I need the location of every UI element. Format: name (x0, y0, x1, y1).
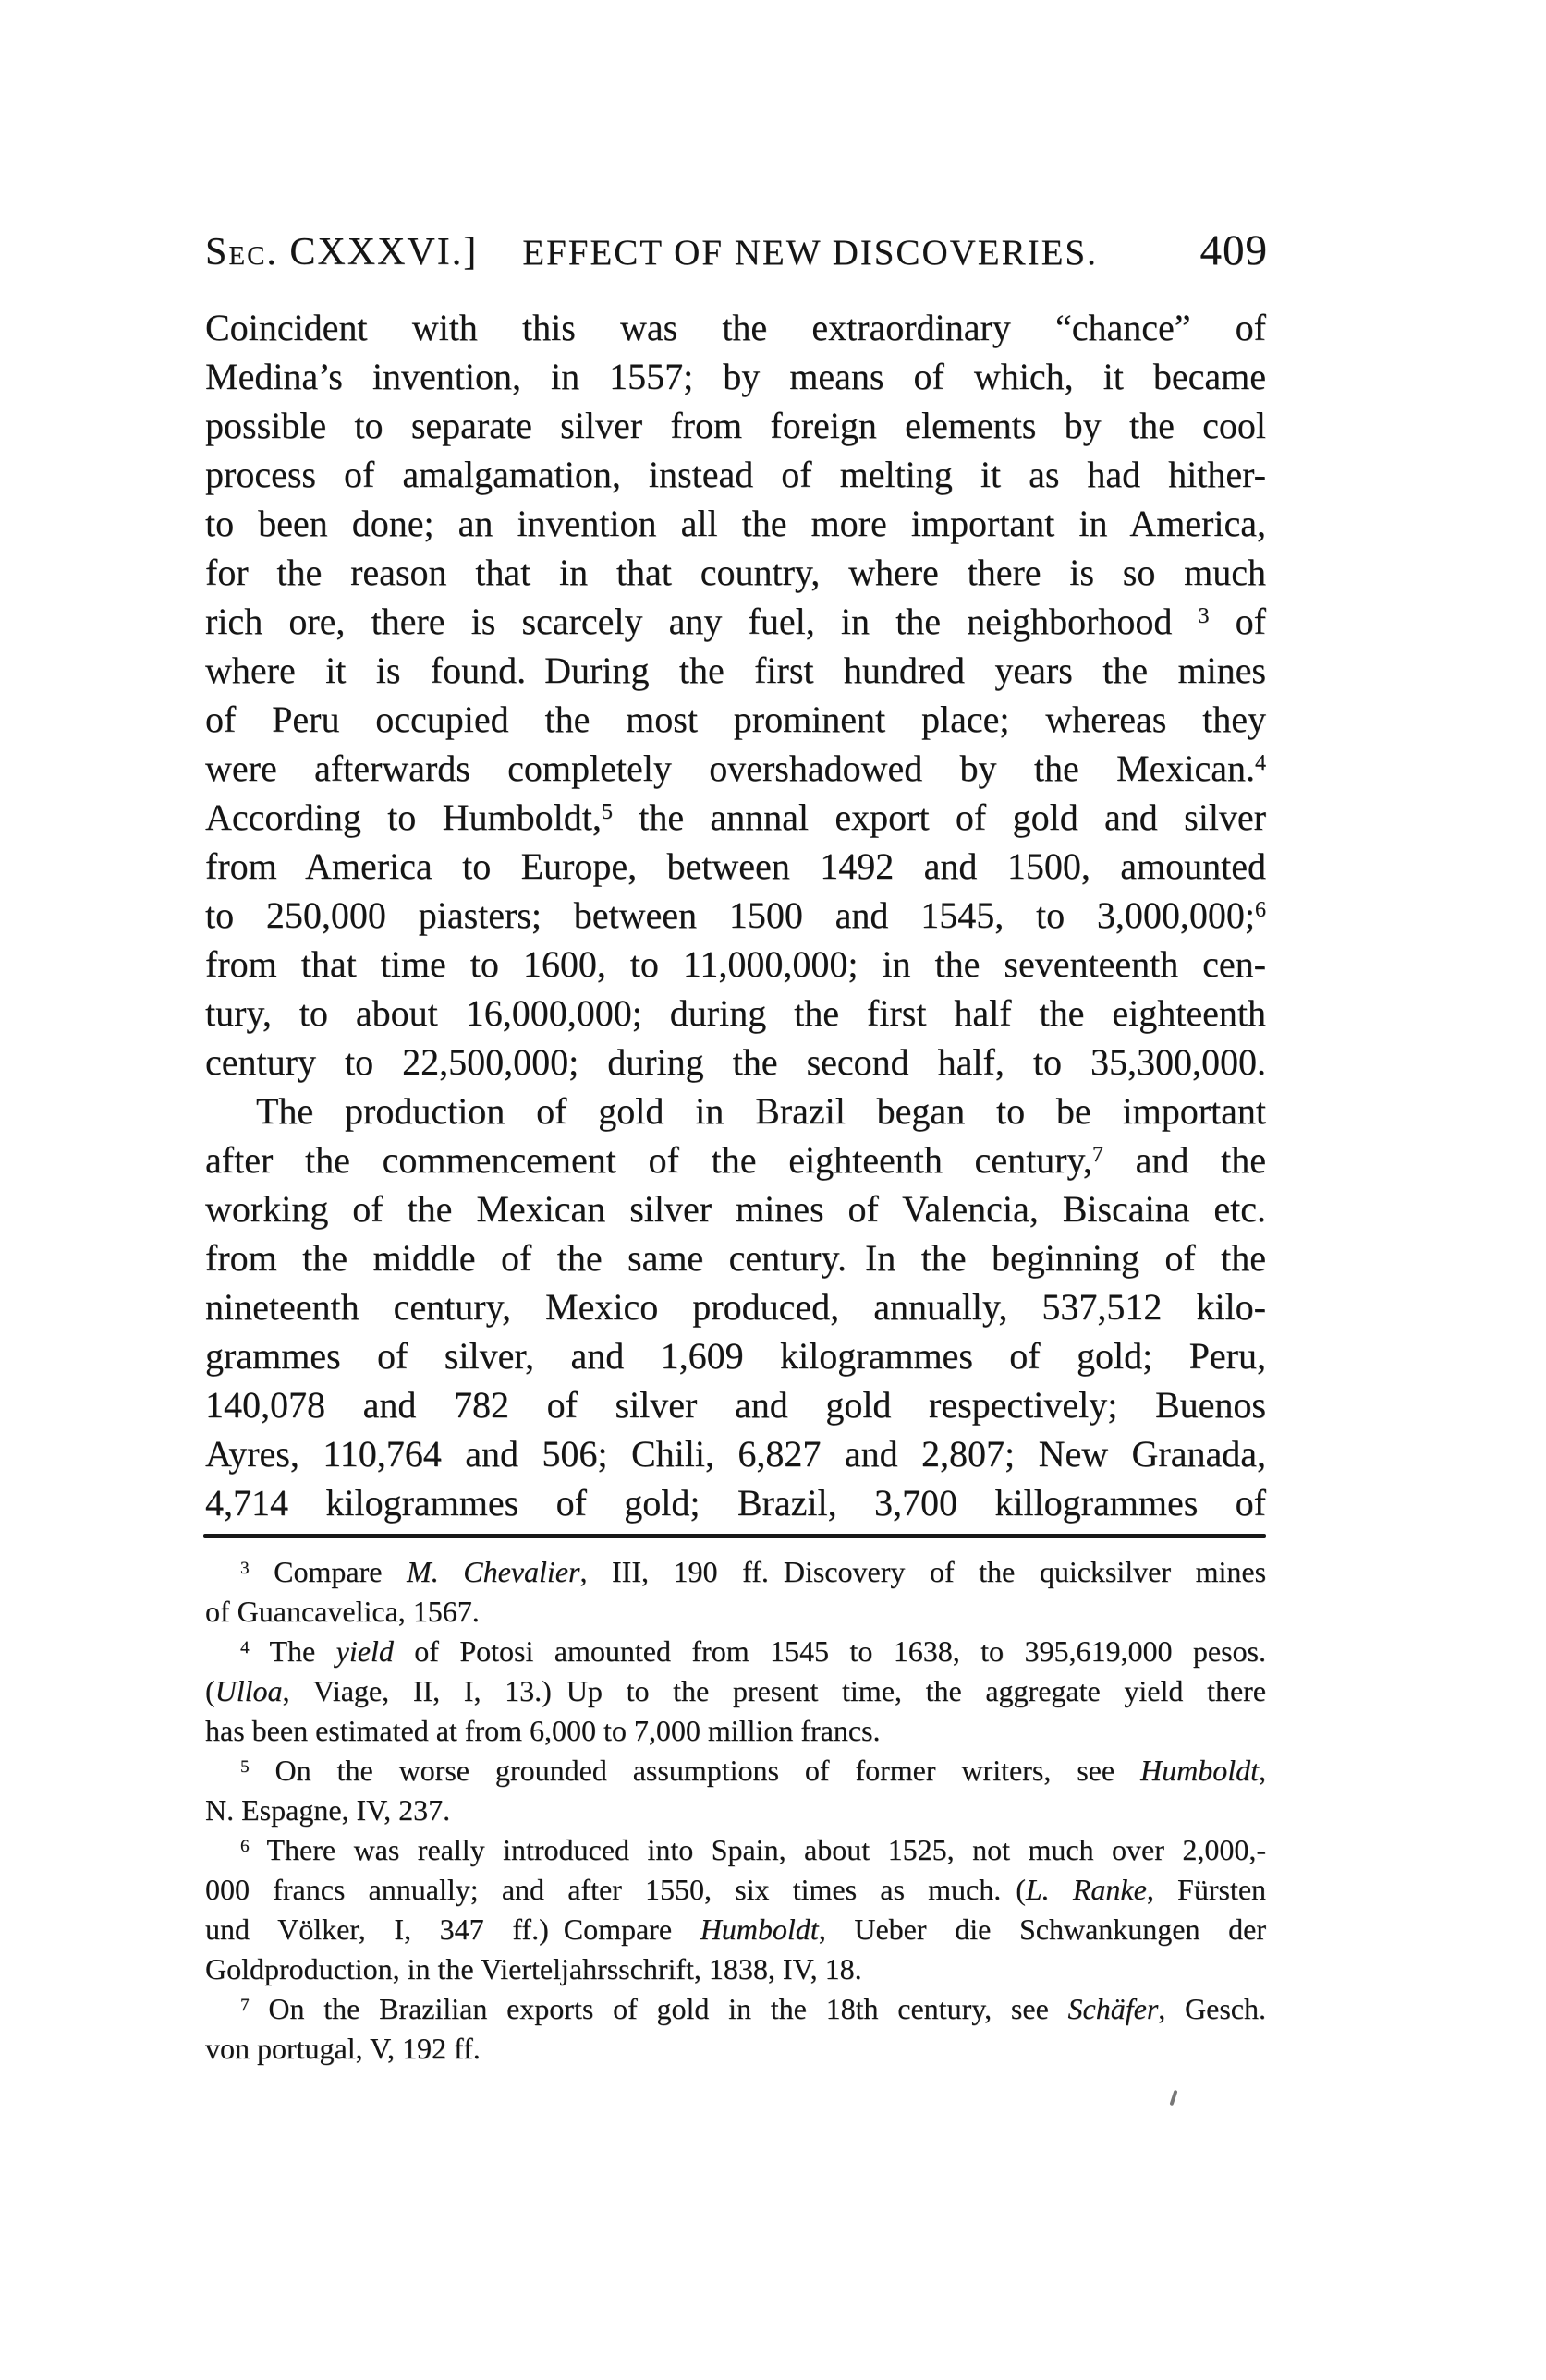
italic-citation: L. Ranke (1025, 1873, 1147, 1906)
body-line: of Peru occupied the most prominent place; whereas they (205, 698, 1266, 740)
footnote-rule (203, 1534, 1266, 1538)
italic-citation: Humboldt (1140, 1754, 1259, 1787)
body-line: from the middle of the same century. In the beginning of the (205, 1237, 1266, 1279)
scan-artifact-mark (1169, 2090, 1177, 2106)
body-line: Medina’s invention, in 1557; by means of which, it became (205, 356, 1266, 397)
body-line: for the reason that in that country, where there is so much (205, 552, 1266, 593)
body-line: nineteenth century, Mexico produced, annually, 537,512 kilo- (205, 1286, 1266, 1328)
body-line: century to 22,500,000; during the second half, to 35,300,000. (205, 1041, 1266, 1083)
body-line: The production of gold in Brazil began to be important (256, 1090, 1266, 1132)
footnote-line: 000 francs annually; and after 1550, six times as much. (L. Ranke, Fürsten (205, 1873, 1267, 1906)
superscript-marker: 3 (240, 1558, 250, 1578)
body-text (205, 303, 1266, 1527)
body-line: grammes of silver, and 1,609 kilogrammes of gold; Peru, (205, 1335, 1266, 1377)
footnote-line: has been estimated at from 6,000 to 7,000 million francs. (205, 1714, 881, 1747)
superscript-marker: 4 (1255, 751, 1266, 776)
body-line: after the commencement of the eighteenth century,$^7$ and the (205, 1139, 1266, 1181)
page-header (205, 225, 1268, 275)
footnote-line: $^5$ On the worse grounded assumptions of former writers, see Humboldt, (240, 1754, 1266, 1787)
superscript-marker: 3 (1198, 604, 1210, 629)
body-line: Ayres, 110,764 and 506; Chili, 6,827 and 2,807; New Granada, (205, 1433, 1266, 1475)
footnote-line: $^7$ On the Brazilian exports of gold in the 18th century, see Schäfer, Gesch. (240, 1992, 1267, 2025)
footnote-line: $^3$ Compare M. Chevalier, III, 190 ff. Discovery of the quicksilver mines (240, 1555, 1267, 1588)
italic-citation: yield (335, 1634, 394, 1668)
body-line: where it is found. During the first hundred years the mines (205, 650, 1266, 691)
body-line: Coincident with this was the extraordinary “chance” of (205, 307, 1266, 348)
body-line: 140,078 and 782 of silver and gold respectively; Buenos (205, 1384, 1266, 1426)
footnote-line: Goldproduction, in the Vierteljahrsschrift, 1838, IV, 18. (205, 1952, 862, 1985)
footnote-line: N. Espagne, IV, 237. (205, 1793, 451, 1827)
body-line: According to Humboldt,$^5$ the annnal export of gold and silver (205, 796, 1266, 838)
italic-citation: Schäfer (1067, 1992, 1159, 2025)
section-label: Sec. CXXXVI.] (205, 231, 479, 273)
body-line: to been done; an invention all the more important in America, (205, 503, 1266, 544)
italic-citation: Ulloa (214, 1674, 283, 1707)
superscript-marker: 7 (240, 1995, 250, 2015)
superscript-marker: 6 (1255, 898, 1266, 923)
superscript-marker: 5 (601, 800, 613, 825)
superscript-marker: 7 (1091, 1143, 1103, 1168)
footnotes (205, 1552, 1266, 2069)
body-line: tury, to about 16,000,000; during the first half the eighteenth (205, 992, 1266, 1034)
body-line: process of amalgamation, instead of melting it as had hither- (205, 454, 1266, 495)
footnote-line: (Ulloa, Viage, II, I, 13.) Up to the present time, the aggregate yield there (205, 1674, 1266, 1707)
footnote-line: und Völker, I, 347 ff.) Compare Humboldt, Ueber die Schwankungen der (205, 1912, 1267, 1946)
italic-citation: M. Chevalier (407, 1555, 580, 1588)
footnote-line: of Guancavelica, 1567. (205, 1595, 480, 1628)
superscript-marker: 5 (240, 1756, 250, 1777)
body-line: working of the Mexican silver mines of Valencia, Biscaina etc. (205, 1188, 1266, 1230)
footnote-line: $^4$ The yield of Potosi amounted from 1545 to 1638, to 395,619,000 pesos. (240, 1634, 1267, 1668)
page-number: 409 (1199, 226, 1268, 274)
body-line: rich ore, there is scarcely any fuel, in the neighborhood $^3$ of (205, 601, 1266, 642)
footnote-line: von portugal, V, 192 ff. (205, 2032, 481, 2065)
page-title: EFFECT OF NEW DISCOVERIES. (522, 233, 1098, 273)
body-line: from that time to 1600, to 11,000,000; in the seventeenth cen- (205, 943, 1266, 985)
italic-citation: Humboldt (700, 1912, 819, 1946)
superscript-marker: 4 (240, 1637, 250, 1658)
body-line: to 250,000 piasters; between 1500 and 1545, to 3,000,000;$^6$ (205, 894, 1266, 936)
body-line: 4,714 kilogrammes of gold; Brazil, 3,700 killogrammes of (205, 1482, 1266, 1524)
superscript-marker: 6 (240, 1836, 250, 1856)
body-line: were afterwards completely overshadowed by the Mexican.$^4$ (205, 747, 1266, 789)
body-line: from America to Europe, between 1492 and 1500, amounted (205, 845, 1266, 887)
body-line: possible to separate silver from foreign elements by the cool (205, 405, 1266, 446)
footnote-line: $^6$ There was really introduced into Spain, about 1525, not much over 2,000,- (240, 1833, 1266, 1866)
